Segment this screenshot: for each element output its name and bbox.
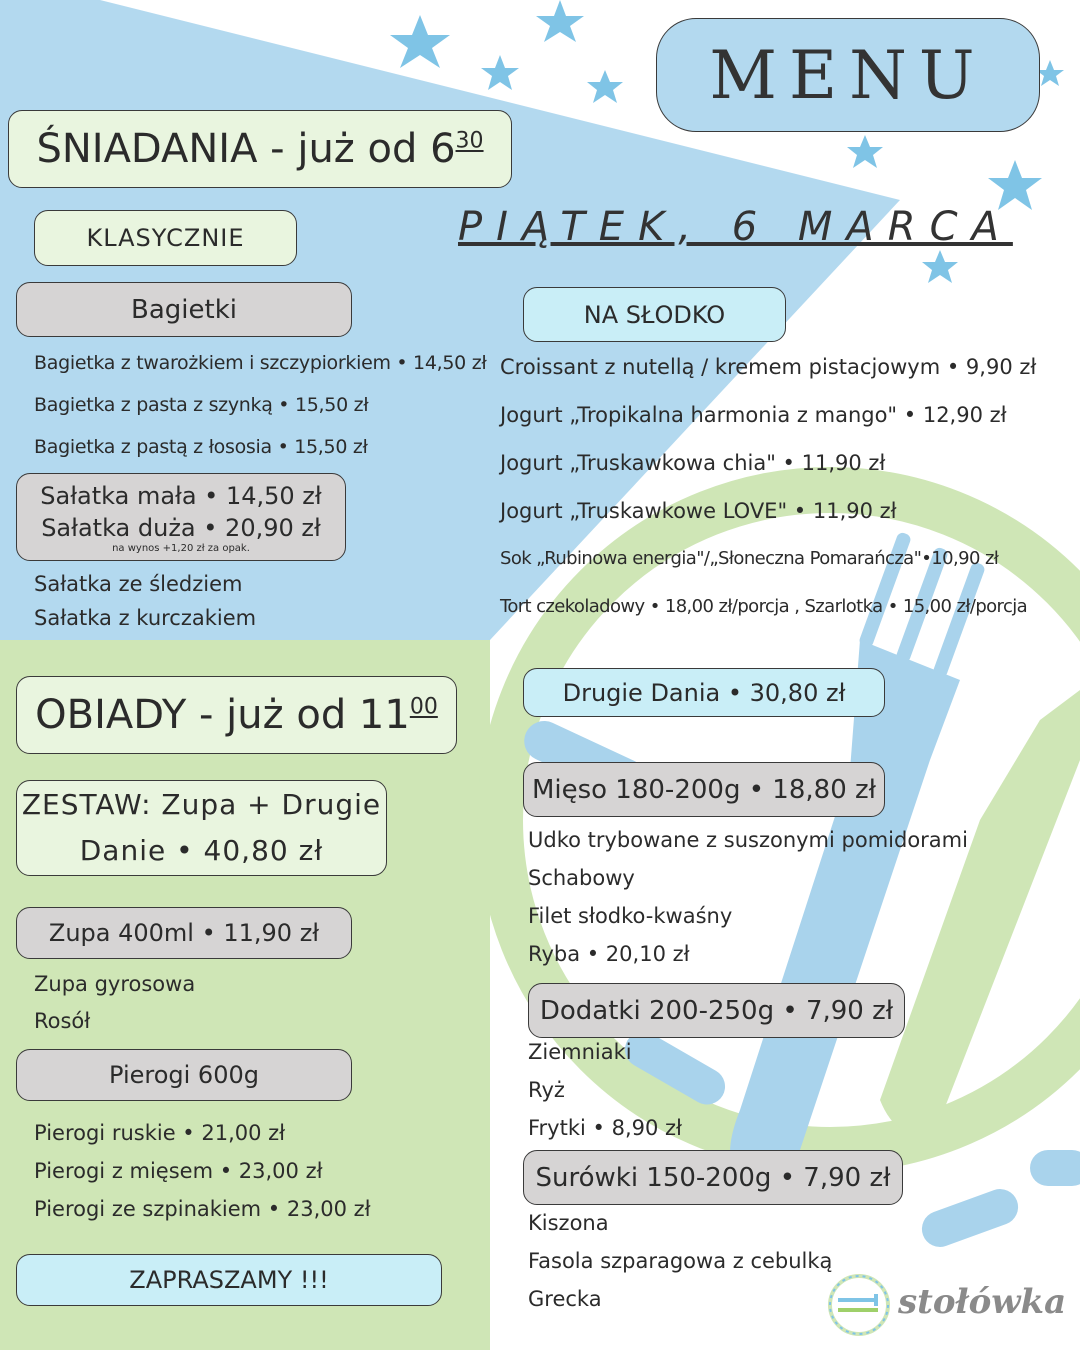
date-heading: PIĄTEK, 6 MARCA [458,204,1013,250]
pierogi-item-3: Pierogi ze szpinakiem • 23,00 zł [34,1197,371,1221]
raw-salad-item-3: Grecka [528,1287,602,1311]
soup-label: Zupa 400ml • 11,90 zł [16,907,352,959]
pierogi-label: Pierogi 600g [16,1049,352,1101]
breakfast-title-box [8,110,512,188]
lunch-title: OBIADY - już od $11^{00}$ [35,692,438,738]
sweet-item-6: Tort czekoladowy • 18,00 zł/porcja , Szarlotka • 15,00 zł/porcja [500,596,1028,617]
classic-label: KLASYCZNIE [34,210,297,266]
set-line-2: Danie • 40,80 zł [79,834,324,867]
mains-label: Drugie Dania • 30,80 zł [523,668,885,717]
meat-label: Mięso 180-200g • 18,80 zł [523,762,885,817]
salad-item-1: Sałatka ze śledziem [34,572,243,596]
side-item-1: Ziemniaki [528,1040,632,1064]
salad-item-2: Sałatka z kurczakiem [34,606,257,630]
raw-salad-item-1: Kiszona [528,1211,609,1235]
raw-salad-item-2: Fasola szparagowa z cebulką [528,1249,833,1273]
salad-note: na wynos +1,20 zł za opak. [112,543,250,554]
baguettes-label: Bagietki [16,282,352,337]
set-line-1: ZESTAW: Zupa + Drugie [21,788,382,821]
meat-item-4: Ryba • 20,10 zł [528,942,690,966]
sides-label: Dodatki 200-250g • 7,90 zł [528,983,905,1038]
salad-size-box [16,473,346,561]
invite-box: ZAPRASZAMY !!! [16,1254,442,1306]
pierogi-item-2: Pierogi z mięsem • 23,00 zł [34,1159,323,1183]
breakfast-title: ŚNIADANIA - już od $6^{30}$ [36,126,484,172]
sweet-item-1: Croissant z nutellą / kremem pistacjowym • 9,90 zł [500,355,1037,379]
sweet-item-5: Sok „Rubinowa energia"/„Słoneczna Pomarańcza"•10,90 zł [500,548,999,569]
sweet-item-2: Jogurt „Tropikalna harmonia z mango" • 12,90 zł [500,403,1007,427]
sweet-item-4: Jogurt „Truskawkowe LOVE" • 11,90 zł [500,499,897,523]
pierogi-item-1: Pierogi ruskie • 21,00 zł [34,1121,286,1145]
logo-text: stołówka [898,1282,1067,1322]
side-item-2: Ryż [528,1078,565,1102]
cutlery-logo-icon [826,1272,892,1338]
salads-label: Surówki 150-200g • 7,90 zł [523,1150,903,1205]
menu-title: MENU [709,36,987,114]
meat-item-2: Schabowy [528,866,635,890]
sweet-label: NA SŁODKO [523,287,786,342]
soup-item-2: Rosół [34,1009,91,1033]
salad-small: Sałatka mała • 14,50 zł [40,482,322,510]
meat-item-1: Udko trybowane z suszonymi pomidorami [528,828,968,852]
sweet-item-3: Jogurt „Truskawkowa chia" • 11,90 zł [500,451,886,475]
set-box [16,780,387,876]
lunch-title-box [16,676,457,754]
meat-item-3: Filet słodko-kwaśny [528,904,733,928]
baguette-item-3: Bagietka z pastą z łososia • 15,50 zł [34,436,368,458]
side-item-3: Frytki • 8,90 zł [528,1116,683,1140]
brand-logo [826,1272,1076,1338]
soup-item-1: Zupa gyrosowa [34,972,196,996]
menu-title-box [656,18,1040,132]
salad-large: Sałatka duża • 20,90 zł [41,514,321,542]
baguette-item-1: Bagietka z twarożkiem i szczypiorkiem • 14,50 zł [34,352,487,374]
baguette-item-2: Bagietka z pasta z szynką • 15,50 zł [34,394,369,416]
